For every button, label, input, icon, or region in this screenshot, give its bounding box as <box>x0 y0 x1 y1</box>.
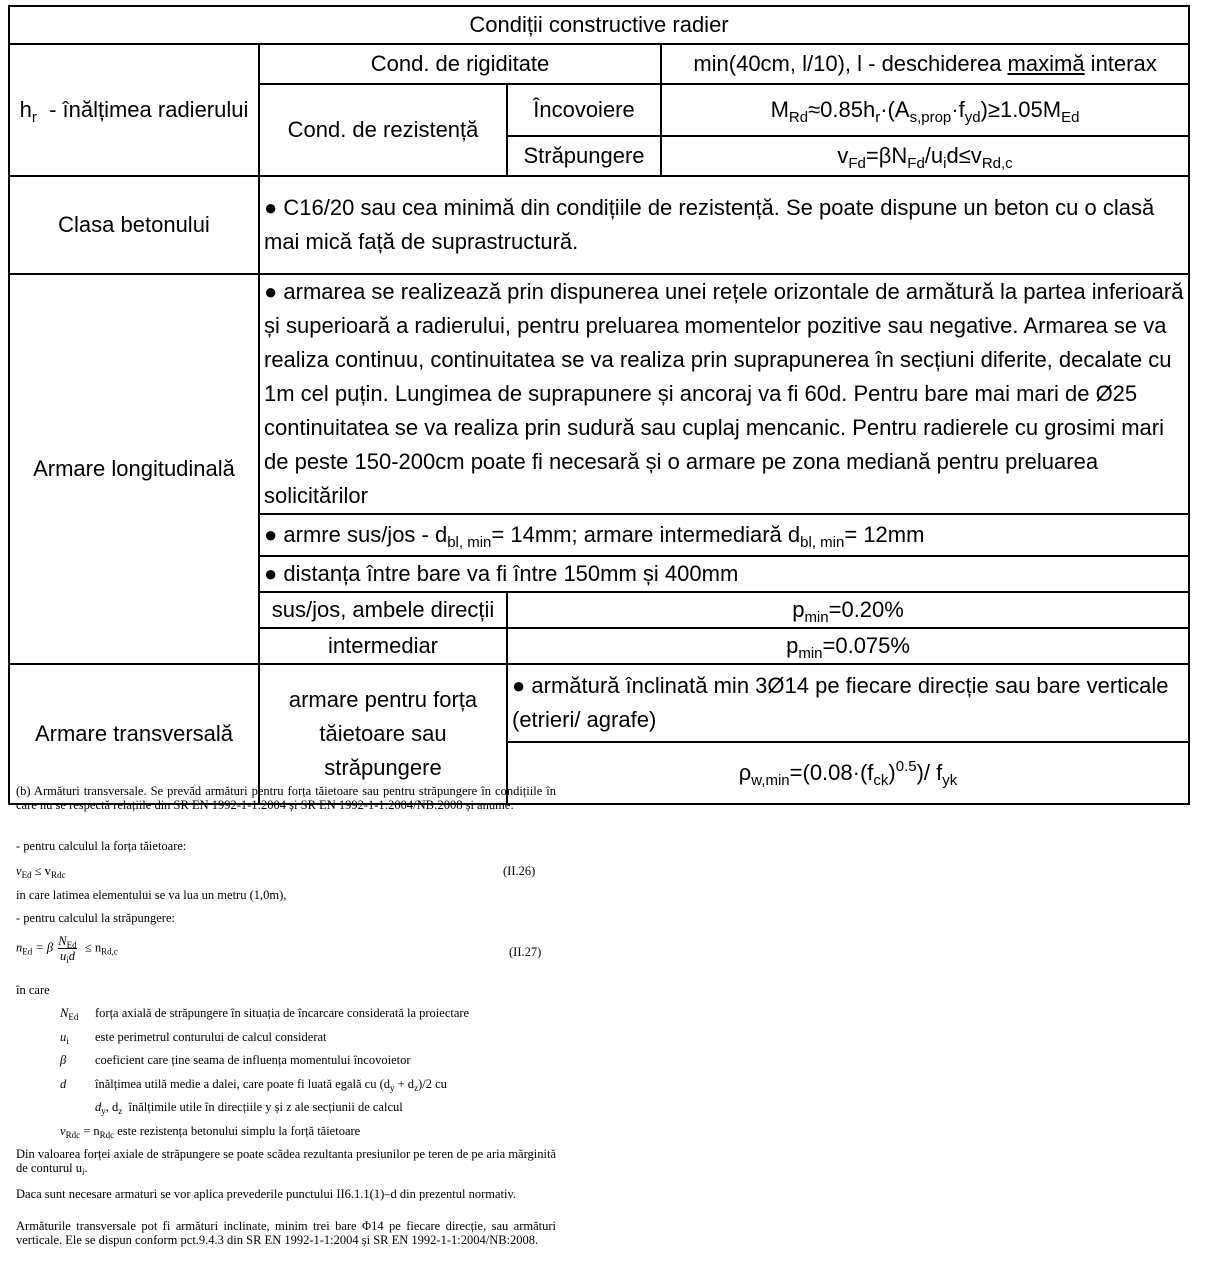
armare-transversala-text: ● armătură înclinată min 3Ø14 pe fiecare direcție sau bare verticale (etrieri/ agrafe) <box>507 664 1189 742</box>
def-row-5: $d_y$, $d_z$ înălțimile utile în direcțiile y și z ale secțiunii de calcul <box>95 1100 403 1116</box>
doc-paragraph-2: - pentru calculul la forța tăietoare: <box>16 839 187 853</box>
rho-formula: $\rho_{w,min}=(0.08\cdot(f_{ck})^{0.5})/$ $f_{yk}$ <box>507 742 1189 804</box>
def-row-6: $v_{Rdc} = n_{Rdc}$ este rezistența betonului simplu la forță tăietoare <box>60 1124 361 1140</box>
armare-transversala-label: Armare transversală <box>9 664 259 804</box>
equation-ii27-number: (II.27) <box>509 945 542 959</box>
conditions-table <box>8 5 1190 805</box>
doc-paragraph-6: Din valoarea forței axiale de străpungere se poate scădea rezultanta presiunilor pe teren de pe aria mărginită de conturul $u_i$. <box>16 1147 556 1177</box>
cond-rigiditate-value: min(40cm, l/10), l - deschiderea maximă interax <box>661 44 1189 84</box>
def-row-1: $N_{Ed}$ forța axială de străpungere în situația de încarcare considerată la proiectare <box>60 1006 470 1022</box>
doc-paragraph-3: in care latimea elementului se va lua un metru (1,0m), <box>16 888 287 902</box>
cond-rezistenta-label: Cond. de rezistență <box>259 84 507 176</box>
equation-ii26: $v_{Ed} \le v_{Rdc}$ <box>16 864 66 880</box>
distanta-bare: ● distanța între bare va fi între 150mm și 400mm <box>259 556 1189 592</box>
table-title: Condiții constructive radier <box>9 6 1189 44</box>
equation-ii27: $n_{Ed} = \beta$ $\frac{N_{Ed}}{u_id}$ ≤ $n_{Rd,c}$ <box>16 934 118 965</box>
sus-jos-label: sus/jos, ambele direcții <box>259 592 507 628</box>
equation-ii26-number: (II.26) <box>503 864 536 878</box>
def-row-3: β coeficient care ține seama de influența momentului încovoietor <box>60 1053 411 1067</box>
hr-label: $h_r$ - înălțimea radierului <box>9 44 259 176</box>
armre-diametre: ● armre $sus/jos - d_{bl, min}= 14mm$; armare intermediară $d_{bl, min}= 12mm$ <box>259 514 1189 556</box>
clasa-betonului-text: ● C16/20 sau cea minimă din condițiile de rezistență. Se poate dispune un beton cu o clasă mai mică față de suprastructură. <box>259 176 1189 274</box>
doc-paragraph-8: Armăturile transversale pot fi armături inclinate, minim trei bare Φ14 pe fiecare direcție, sau armături verticale. Ele se dispun conform pct.9.4.3 din SR EN 1992-1-1:2004 și SR EN 1992-1-1:2004/NB:2008. <box>16 1219 556 1247</box>
doc-paragraph-4: - pentru calculul la străpungere: <box>16 911 175 925</box>
strapungere-formula: $v_{Fd}=\beta N_{Fd}/u_id\le v_{Rd,c}$ <box>661 136 1189 176</box>
cond-rigiditate-label: Cond. de rigiditate <box>259 44 661 84</box>
pmin-sus-jos: $p_{min}=0.20\%$ <box>507 592 1189 628</box>
clasa-betonului-label: Clasa betonului <box>9 176 259 274</box>
armare-longitudinala-label: Armare longitudinală <box>9 274 259 664</box>
doc-paragraph-1: (b) Armături transversale. Se prevăd armături pentru forța tăietoare sau pentru străpungere în condițiile în care nu se respectă relațiile din SR EN 1992-1-1:2004 și SR EN 1992-1-1:2004/NB:2008 și anume: <box>16 784 556 812</box>
strapungere-label: Străpungere <box>507 136 661 176</box>
armare-transversala-mid: armare pentru forța tăietoare sau străpungere <box>259 664 507 804</box>
incovoiere-formula: $M_{Rd}\approx 0.85h_r\cdot(A_{s,prop}\cdot f_{yd})\ge 1.05M_{Ed}$ <box>661 84 1189 136</box>
doc-paragraph-7: Daca sunt necesare armaturi se vor aplica prevederile punctului II6.1.1(1)–d din prezentul normativ. <box>16 1187 517 1201</box>
intermediar-label: intermediar <box>259 628 507 664</box>
def-row-2: $u_i$ este perimetrul conturului de calcul considerat <box>60 1030 327 1046</box>
armare-longitudinala-text: ● armarea se realizează prin dispunerea unei rețele orizontale de armătură la partea inferioară și superioară a radierului, pentru preluarea momentelor pozitive sau negative. Armarea se va realiza continuu, continuitatea se va realiza prin suprapunerea în secțiuni diferite, decalate cu 1m cel puțin. Lungimea de suprapunere și ancoraj va fi 60d. Pentru bare mai mari de Ø25 continuitatea se va realiza prin sudură sau cuplaj mencanic. Pentru radierele cu grosimi mari de peste 150-200cm poate fi necesară și o armare pe zona mediană pentru preluarea solicitărilor <box>259 274 1189 514</box>
incovoiere-label: Încovoiere <box>507 84 661 136</box>
def-row-4: d înălțimea utilă medie a dalei, care poate fi luată egală cu $(d_y + d_z)/2$ cu <box>60 1077 447 1093</box>
pmin-intermediar: $p_{min}=0.075\%$ <box>507 628 1189 664</box>
doc-paragraph-5: în care <box>16 983 50 997</box>
